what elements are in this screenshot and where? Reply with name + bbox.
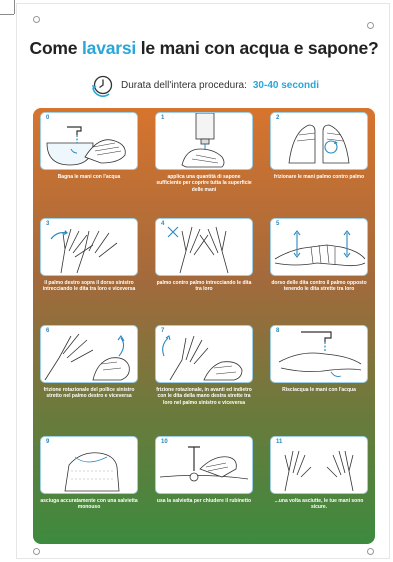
step-caption: palmo contro palmo intrecciando le dita tra loro <box>156 280 252 293</box>
clean-hands-icon <box>271 437 367 493</box>
step-number: 1 <box>161 115 165 121</box>
step-1 <box>155 112 253 218</box>
mounting-hole-top-right <box>367 22 374 29</box>
step-caption: Risciacqua le mani con l'acqua <box>282 387 356 393</box>
step-6-image <box>40 325 138 383</box>
step-number: 6 <box>46 328 50 334</box>
duration-row <box>89 72 319 98</box>
step-9-image <box>40 436 138 494</box>
mounting-hole-bottom-left <box>33 548 40 555</box>
duration-label: Durata dell'intera procedura: <box>121 79 247 91</box>
poster-title <box>17 38 391 59</box>
palms-rubbing-icon <box>271 113 367 169</box>
step-1-image <box>155 112 253 170</box>
step-7 <box>155 325 253 436</box>
interlaced-fingers-icon <box>156 219 252 275</box>
step-4-image <box>155 218 253 276</box>
step-number: 9 <box>46 439 50 445</box>
rinse-hands-icon <box>271 326 367 382</box>
palm-over-back-icon <box>41 219 137 275</box>
step-3 <box>40 218 138 325</box>
step-2-image <box>270 112 368 170</box>
close-tap-towel-icon <box>156 437 252 493</box>
step-9 <box>40 436 138 540</box>
step-caption: ...una volta asciutte, le tue mani sono sicure. <box>274 498 364 511</box>
step-number: 4 <box>161 221 165 227</box>
step-caption: frizione rotazionale, in avanti ed indietro con le dita della mano destra strette tra loro nel palmo sinistro e viceversa <box>156 387 252 406</box>
step-5-image <box>270 218 368 276</box>
hands-under-faucet-icon <box>41 113 137 169</box>
step-number: 0 <box>46 115 50 121</box>
step-6 <box>40 325 138 436</box>
poster <box>16 3 390 559</box>
soap-dispenser-icon <box>156 113 252 169</box>
step-caption: asciuga accuratamente con una salvietta monouso <box>40 498 138 511</box>
step-number: 3 <box>46 221 50 227</box>
step-10-image <box>155 436 253 494</box>
steps-panel <box>33 108 375 544</box>
step-2 <box>270 112 368 218</box>
step-number: 2 <box>276 115 280 121</box>
step-8-image <box>270 325 368 383</box>
step-caption: applica una quantità di sapone sufficiente per coprire tutta la superficie delle mani <box>156 174 252 193</box>
step-11 <box>270 436 368 540</box>
step-number: 10 <box>161 439 168 445</box>
dry-hands-towel-icon <box>41 437 137 493</box>
step-number: 5 <box>276 221 280 227</box>
step-5 <box>270 218 368 325</box>
step-11-image <box>270 436 368 494</box>
clock-icon <box>89 72 115 98</box>
step-caption: dorso delle dita contro il palmo opposto tenendo le dita strette tra loro <box>271 280 367 293</box>
step-0 <box>40 112 138 218</box>
step-caption: il palmo destro sopra il dorso sinistro intrecciando le dita tra loro e viceversa <box>42 280 136 293</box>
thumb-rotation-icon <box>41 326 137 382</box>
step-10 <box>155 436 253 540</box>
crop-mark-vertical <box>14 0 15 14</box>
step-caption: frizione rotazionale del pollice sinistro stretto nel palmo destro e viceversa <box>43 387 135 400</box>
duration-value: 30-40 secondi <box>252 79 320 91</box>
step-caption: Bagna le mani con l'acqua <box>57 174 121 180</box>
step-caption: frizionare le mani palmo contro palmo <box>273 174 365 180</box>
title-before: Come <box>29 38 78 58</box>
title-accent: lavarsi <box>82 38 137 58</box>
fingertips-rotation-icon <box>156 326 252 382</box>
crop-mark-horizontal <box>0 14 14 15</box>
steps-grid <box>40 112 368 540</box>
title-after: le mani con acqua e sapone? <box>140 38 379 58</box>
step-number: 11 <box>276 439 283 445</box>
step-caption: usa la salvietta per chiudere il rubinetto <box>156 498 252 504</box>
step-8 <box>270 325 368 436</box>
step-0-image <box>40 112 138 170</box>
step-4 <box>155 218 253 325</box>
step-3-image <box>40 218 138 276</box>
step-number: 7 <box>161 328 165 334</box>
fingers-interlocked-icon <box>271 219 367 275</box>
mounting-hole-top-left <box>33 16 40 23</box>
step-number: 8 <box>276 328 280 334</box>
mounting-hole-bottom-right <box>367 548 374 555</box>
step-7-image <box>155 325 253 383</box>
